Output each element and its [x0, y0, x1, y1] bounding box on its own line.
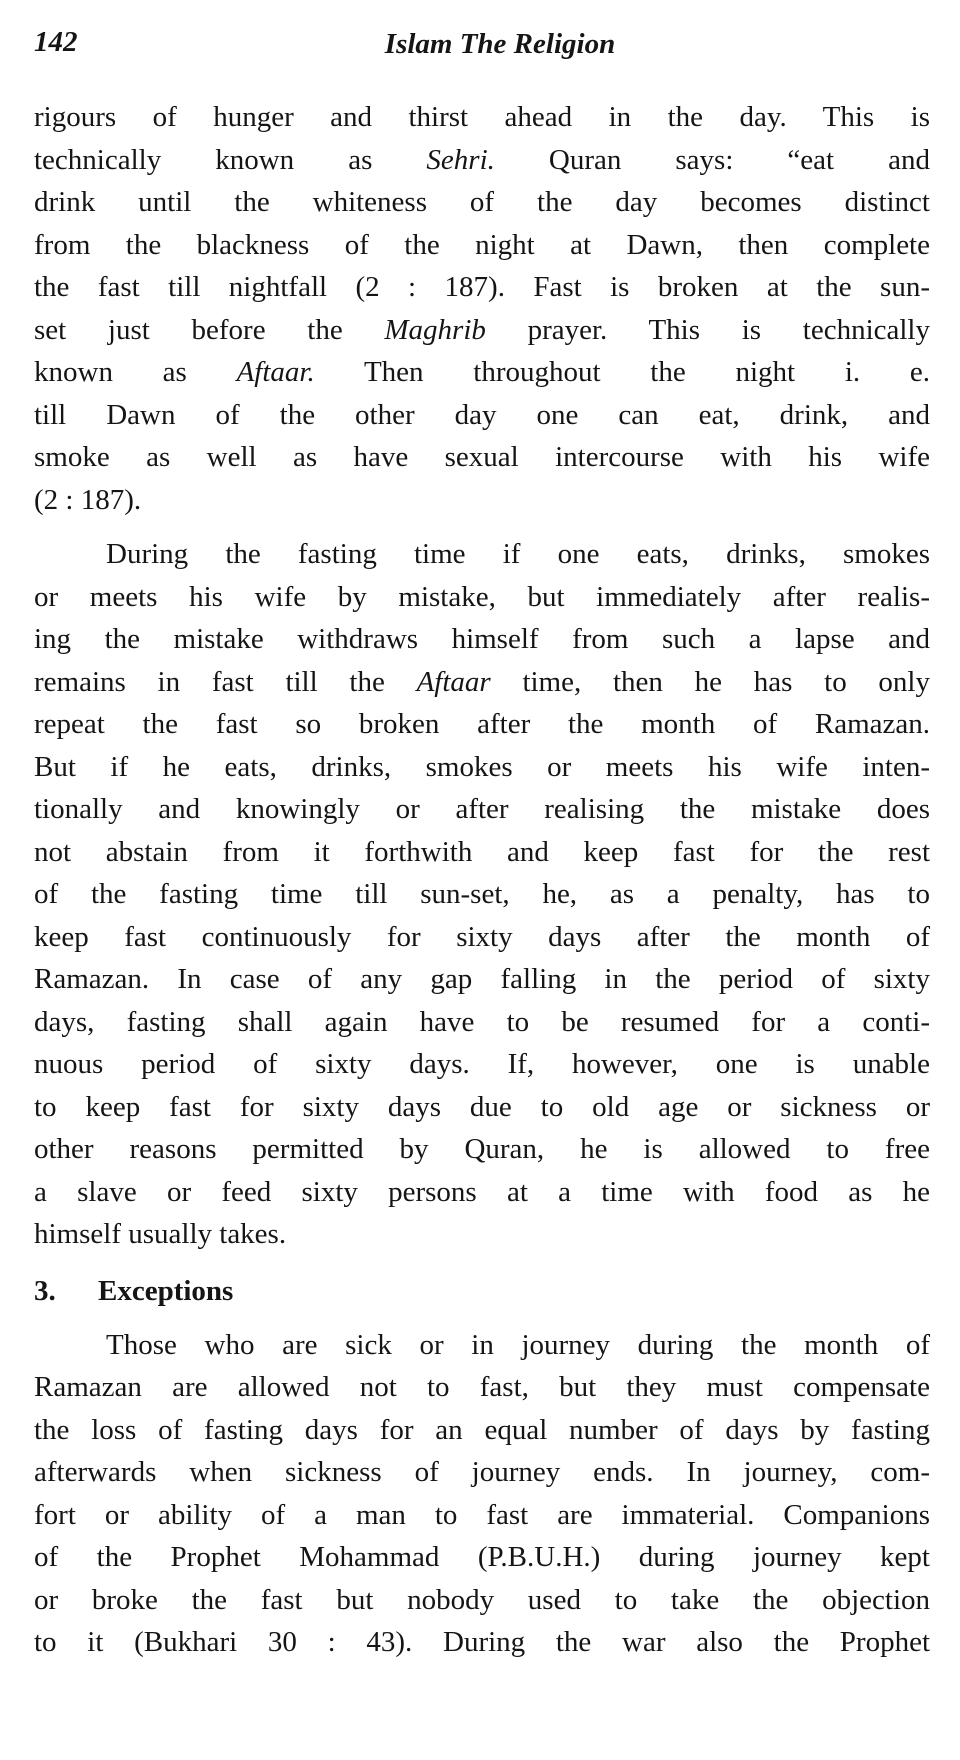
paragraph-breaking-fast: [34, 533, 930, 1256]
text-line: ing the mistake withdraws himself from such a lapse and: [34, 623, 930, 655]
section-heading: [34, 1270, 930, 1312]
text-line: to keep fast for sixty days due to old age or sickness or: [34, 1090, 930, 1123]
text-line: Ramazan. In case of any gap falling in the period of sixty: [34, 963, 930, 995]
text-line: During the fasting time if one eats, drinks, smokes: [106, 538, 930, 570]
text-line: or broke the fast but nobody used to take the objection: [34, 1583, 930, 1616]
text-line: smoke as well as have sexual intercourse with his wife: [34, 441, 930, 473]
text-line: Those who are sick or in journey during the month of: [106, 1328, 930, 1361]
text-line: himself usually takes.: [34, 1218, 287, 1250]
term-aftaar: Aftaar.: [236, 356, 315, 388]
text-line: the loss of fasting days for an equal number of days by fasting: [34, 1413, 930, 1446]
paragraph-fasting-times: [34, 96, 930, 521]
term-sehri: Sehri.: [426, 143, 495, 176]
text-line: a slave or feed sixty persons at a time with food as he: [34, 1175, 930, 1208]
text-line: the fast till nightfall (2 : 187). Fast is broken at the sun-: [34, 271, 930, 303]
text-line: (2 : 187).: [34, 483, 142, 516]
text-line: keep fast continuously for sixty days after the month of: [34, 920, 930, 953]
text-line: set just before the Maghrib prayer. This is technically: [34, 313, 930, 346]
text-line: known as Aftaar. Then throughout the night i. e.: [34, 356, 930, 388]
term-maghrib: Maghrib: [384, 313, 486, 346]
body-text: [34, 96, 930, 1664]
text-line: drink until the whiteness of the day becomes distinct: [34, 186, 930, 218]
text-line: fort or ability of a man to fast are immaterial. Companions: [34, 1498, 930, 1531]
text-line: rigours of hunger and thirst ahead in the day. This is: [34, 101, 930, 133]
text-line: to it (Bukhari 30 : 43). During the war also the Prophet: [34, 1626, 930, 1658]
paragraph-exceptions: [34, 1324, 930, 1664]
text-line: technically known as Sehri. Quran says: “eat and: [34, 143, 930, 176]
section-title: Exceptions: [98, 1274, 234, 1307]
text-line: of the Prophet Mohammad (P.B.U.H.) during journey kept: [34, 1541, 930, 1573]
running-title: Islam The Religion: [384, 28, 616, 60]
text-line: afterwards when sickness of journey ends. In journey, com-: [34, 1456, 930, 1488]
page-header: [30, 26, 930, 76]
page-number: 142: [34, 26, 78, 58]
term-aftaar: Aftaar: [416, 665, 491, 698]
text-line: But if he eats, drinks, smokes or meets his wife inten-: [34, 750, 930, 783]
text-line: days, fasting shall again have to be resumed for a conti-: [34, 1005, 930, 1038]
text-line: or meets his wife by mistake, but immediately after realis-: [34, 580, 930, 613]
text-line: Ramazan are allowed not to fast, but they must compensate: [34, 1371, 930, 1403]
text-line: till Dawn of the other day one can eat, drink, and: [34, 398, 930, 431]
text-line: of the fasting time till sun-set, he, as a penalty, has to: [34, 878, 930, 910]
text-line: not abstain from it forthwith and keep fast for the rest: [34, 835, 930, 868]
text-line: nuous period of sixty days. If, however, one is unable: [34, 1048, 930, 1080]
text-line: tionally and knowingly or after realising the mistake does: [34, 793, 930, 825]
text-line: remains in fast till the Aftaar time, then he has to only: [34, 665, 930, 698]
text-line: other reasons permitted by Quran, he is allowed to free: [34, 1133, 930, 1165]
text-line: repeat the fast so broken after the month of Ramazan.: [34, 708, 930, 740]
text-line: from the blackness of the night at Dawn, then complete: [34, 228, 930, 261]
section-number: 3.: [34, 1274, 56, 1307]
